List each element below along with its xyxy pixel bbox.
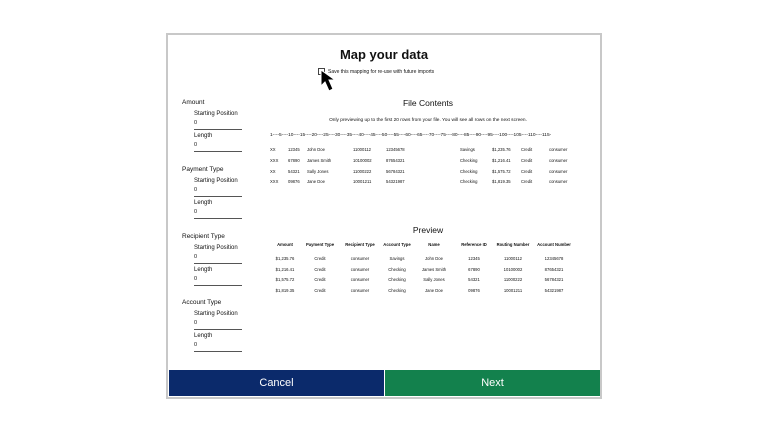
length-field [194, 200, 242, 219]
preview-column-header: Recipient Type [345, 242, 375, 247]
file-cell: Credit [521, 157, 533, 163]
preview-column-header: Account Number [537, 242, 571, 247]
preview-cell: 12345678 [544, 255, 564, 261]
preview-cell: 11000112 [503, 255, 522, 261]
preview-column-header: Account Type [383, 242, 411, 247]
length-label: Length [194, 267, 213, 273]
map-data-dialog [166, 33, 602, 399]
preview-cell: consumer [350, 277, 370, 283]
mapping-group-amount [182, 99, 238, 148]
preview-cell: Checking [388, 266, 406, 272]
column-ruler: 1----5----10----15----20----25----30----35----40----45----50----55----60----65----70----75----80----85----90----95----100----105----110----115- [270, 133, 552, 138]
preview-cell: John Doe [425, 255, 443, 261]
file-cell: 54321 [288, 168, 300, 174]
length-field [194, 267, 242, 286]
preview-cell: Jane Doe [425, 288, 443, 294]
group-title: Account Type [182, 299, 222, 306]
file-cell: $1,819.35 [492, 179, 511, 185]
file-cell: 09876 [288, 179, 300, 185]
preview-cell: $1,575.72 [275, 277, 295, 283]
mapping-group-account-type [182, 299, 238, 348]
file-cell: 56784321 [386, 168, 405, 174]
next-button[interactable]: Next [385, 370, 600, 396]
length-label: Length [194, 200, 213, 206]
starting-position-field [194, 111, 242, 130]
mapping-group-payment-type [182, 166, 238, 215]
preview-cell: consumer [350, 288, 370, 294]
preview-column-header: Routing Number [496, 242, 530, 247]
file-cell: Checking [460, 179, 478, 185]
file-cell: XX [270, 147, 276, 152]
preview-cell: 12345 [468, 255, 480, 261]
preview-cell: 10100002 [503, 266, 523, 272]
save-mapping-label: Save this mapping for re-use with future imports [328, 68, 435, 75]
file-cell: $1,575.72 [492, 168, 511, 174]
preview-cell: 87654321 [544, 266, 564, 272]
starting-position-label: Starting Position [194, 178, 238, 184]
starting-position-field [194, 178, 242, 197]
preview-cell: 10001211 [503, 288, 523, 294]
file-cell: 54321987 [386, 179, 405, 185]
file-cell: James Smith [307, 157, 332, 163]
preview-cell: 11000222 [503, 277, 523, 283]
file-cell: Credit [521, 179, 533, 185]
length-input[interactable]: 0 [194, 276, 242, 286]
group-title: Payment Type [182, 166, 224, 173]
file-contents-title: File Contents [402, 98, 454, 108]
file-cell: 87654321 [386, 157, 405, 163]
file-cell: 10001211 [353, 179, 372, 185]
file-cell: consumer [549, 179, 568, 185]
starting-position-label: Starting Position [194, 111, 238, 117]
file-cell: XXX [270, 157, 279, 163]
file-cell: XXX [270, 179, 279, 185]
preview-cell: James Smith [421, 266, 447, 272]
preview-cell: consumer [350, 255, 370, 261]
group-title: Recipient Type [182, 233, 225, 240]
length-label: Length [194, 133, 213, 139]
preview-cell: $1,235.76 [275, 255, 295, 261]
preview-column-header: Payment Type [305, 242, 335, 247]
preview-cell: consumer [350, 266, 370, 272]
length-field [194, 333, 242, 352]
file-cell: consumer [549, 168, 568, 174]
preview-cell: $1,216.41 [275, 266, 295, 272]
page-title: Map your data [339, 47, 429, 62]
length-input[interactable]: 0 [194, 142, 242, 152]
preview-column-header: Reference ID [461, 242, 487, 247]
preview-cell: Savings [389, 255, 405, 261]
preview-cell: Sally Jones [423, 277, 445, 283]
preview-cell: Credit [314, 277, 326, 283]
preview-cell: Credit [314, 266, 326, 272]
file-cell: Checking [460, 157, 478, 163]
file-cell: 11000222 [353, 168, 372, 174]
file-cell: Checking [460, 168, 478, 174]
starting-position-input[interactable]: 0 [194, 254, 242, 264]
starting-position-field [194, 245, 242, 264]
preview-cell: Credit [314, 255, 326, 261]
file-cell: consumer [549, 157, 568, 163]
file-cell: XX [270, 168, 276, 174]
length-input[interactable]: 0 [194, 342, 242, 352]
file-cell: 67890 [288, 157, 300, 163]
file-cell: Jane Doe [307, 179, 325, 185]
file-cell: consumer [549, 147, 568, 152]
preview-cell: $1,819.35 [275, 288, 295, 294]
file-cell: 11000112 [353, 147, 372, 152]
preview-cell: Checking [388, 277, 406, 283]
preview-cell: Checking [388, 288, 406, 294]
cancel-button[interactable]: Cancel [169, 370, 384, 396]
preview-column-header: Name [428, 242, 440, 247]
preview-column-header: Amount [277, 242, 293, 247]
file-cell: Savings [460, 147, 475, 152]
file-cell: $1,216.41 [492, 157, 511, 163]
file-cell: Credit [521, 147, 533, 152]
file-cell: Sally Jones [307, 168, 329, 174]
file-contents-note: Only previewing up to the first 20 rows from your file. You will see all rows on the next screen. [329, 118, 527, 123]
length-field [194, 133, 242, 152]
file-cell: $1,235.76 [492, 147, 511, 152]
preview-cell: 54321 [468, 277, 480, 283]
preview-cell: 56784321 [544, 277, 564, 283]
file-cell: Credit [521, 168, 533, 174]
file-cell: 12345678 [386, 147, 405, 152]
starting-position-input[interactable]: 0 [194, 187, 242, 197]
file-cell: John Doe [307, 147, 325, 152]
arrow-cursor-icon [320, 69, 342, 93]
preview-cell: 54321987 [544, 288, 564, 294]
starting-position-input[interactable]: 0 [194, 120, 242, 130]
file-cell: 12345 [288, 147, 300, 152]
starting-position-field [194, 311, 242, 330]
group-title: Amount [182, 99, 205, 106]
file-cell: 10100002 [353, 157, 372, 163]
preview-cell: 67890 [468, 266, 480, 272]
length-label: Length [194, 333, 213, 339]
preview-cell: 09876 [468, 288, 480, 294]
starting-position-label: Starting Position [194, 245, 238, 251]
length-input[interactable]: 0 [194, 209, 242, 219]
starting-position-input[interactable]: 0 [194, 320, 242, 330]
preview-title: Preview [412, 225, 444, 235]
starting-position-label: Starting Position [194, 311, 238, 317]
preview-cell: Credit [314, 288, 326, 294]
mapping-group-recipient-type [182, 233, 238, 282]
